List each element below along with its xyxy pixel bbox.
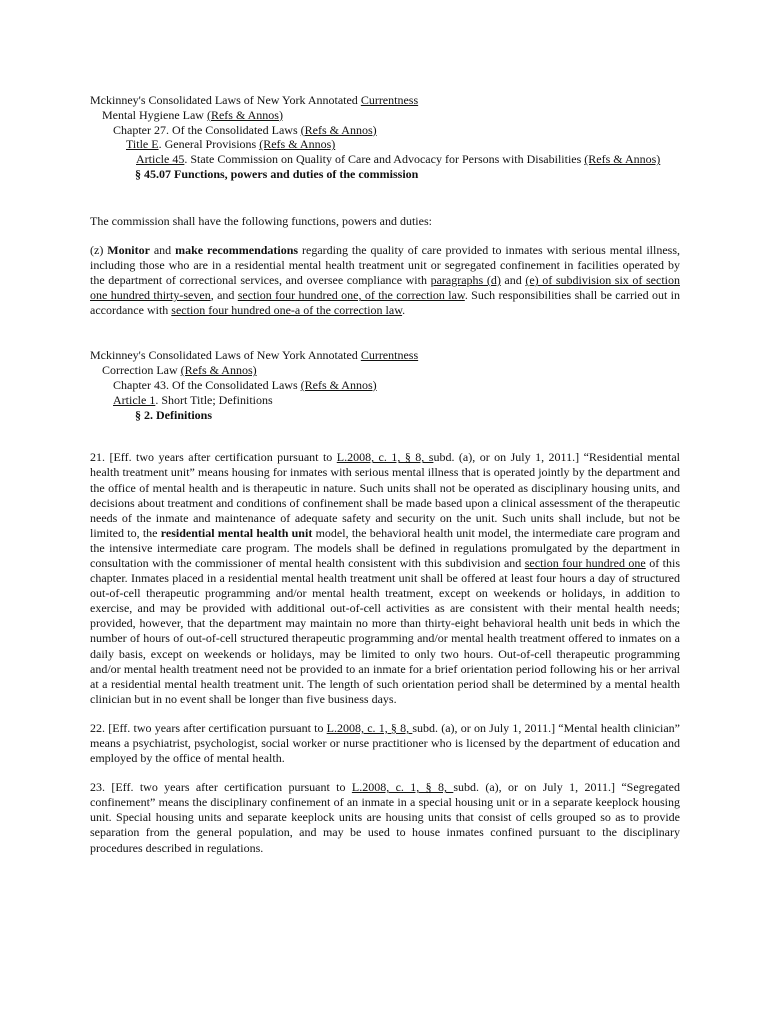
definition-text: ubd. (a), or on July 1, 2011.] “Residential mental health treatment unit” means housing for inmates with serious mental illness that is operated jointly by the department and the office of mental health and is therapeutic in nature. Such units shall not be operated as disciplinary housing units, and decisions about treatment and conditions of confinement shall be made based upon a clinical assessment of the therapeutic needs of the inmate and maintenance of adequate safety and security on the unit. Such units shall include, but not be limited to, the [90, 450, 681, 540]
clause-text: and [500, 273, 526, 288]
currentness-link[interactable]: Currentness [360, 93, 419, 107]
section-401-link[interactable]: section four hundred one [524, 555, 646, 570]
clause-text: and [149, 242, 176, 257]
refs-annos-link[interactable]: (Refs & Annos) [259, 137, 336, 152]
definition-text: 21. [Eff. two years after certification pursuant to [90, 450, 337, 465]
title-e-link[interactable]: Title E [126, 137, 159, 152]
article-45-link[interactable]: Article 45 [136, 152, 185, 167]
definition-22 [90, 721, 680, 766]
citation-line-title [126, 137, 680, 152]
refs-annos-link[interactable]: (Refs & Annos) [206, 107, 283, 122]
title-text: . General Provisions [158, 137, 260, 152]
refs-annos-link[interactable]: (Refs & Annos) [584, 152, 661, 167]
section-title: § 2. Definitions [135, 407, 213, 422]
citation-line-law [102, 108, 680, 123]
bold-term: residential mental health unit [160, 525, 313, 540]
definition-23 [90, 780, 680, 855]
clause-text: (z) [90, 242, 108, 257]
definition-text: 22. [Eff. two years after certification pursuant to [90, 720, 327, 735]
document-page [90, 93, 680, 856]
citation-header-correction-law [90, 348, 680, 422]
citation-line-source [90, 93, 680, 108]
definition-text: 23. [Eff. two years after certification pursuant to [90, 780, 352, 795]
law-title: Correction Law [102, 363, 181, 378]
definition-text: model, the behavioral health unit model, the intermediate care program and the intensive intermediate care program. The models shall be defined in regulations promulgated by the department in consultation with the commissioner of mental health consistent with this subdivision and [90, 525, 680, 570]
citation-header-mental-hygiene [90, 93, 680, 182]
intro-paragraph: The commission shall have the following functions, powers and duties: [90, 213, 432, 228]
citation-line-article [113, 393, 680, 408]
article-text: . Short Title; Definitions [155, 392, 273, 407]
refs-annos-link[interactable]: (Refs & Annos) [300, 377, 377, 392]
citation-line-article [136, 152, 680, 167]
chapter-title: Chapter 27. Of the Consolidated Laws [113, 122, 301, 137]
article-1-link[interactable]: Article 1 [113, 392, 156, 407]
paragraphs-d-link[interactable]: paragraphs (d) [430, 273, 501, 288]
definition-text: of this chapter. Inmates placed in a residential mental health treatment unit shall be offered at least four hours a day of structured out-of-cell therapeutic programming and/or mental health treatment, except on weekends or holidays, in addition to exercise, and may be provided with additional out-of-cell activities as are consistent with their mental health needs; provided, however, that the department may maintain no more than thirty-eight behavioral health unit beds in which the number of hours of out-of-cell structured therapeutic programming and/or mental health treatment offered to inmates on a daily basis, except on weekends or holidays, may be limited to only two hours. Out-of-cell therapeutic programming and/or mental health treatment need not be provided to an inmate for a brief orientation period following his or her arrival at a residential mental health treatment unit. The length of such orientation period shall be determined by a mental health clinician but in no event shall be longer than five business days. [90, 555, 680, 706]
refs-annos-link[interactable]: (Refs & Annos) [300, 122, 377, 137]
law-title: Mental Hygiene Law [102, 107, 207, 122]
statute-link[interactable]: L.2008, c. 1, § 8, [326, 720, 413, 735]
chapter-title: Chapter 43. Of the Consolidated Laws [113, 377, 301, 392]
clause-text: . Such responsibilities shall be carried out in accordance with [90, 288, 681, 318]
citation-line-chapter [113, 123, 680, 138]
source-title: Mckinney's Consolidated Laws of New York Annotated [90, 93, 361, 107]
section-401-link[interactable]: section four hundred one, of the correction law [237, 288, 465, 303]
clause-text: regarding the quality of care provided to inmates with serious mental illness, including those who are in a residential mental health treatment unit or segregated confinement in facilities operated by the department of correctional services, and oversee compliance with [90, 242, 681, 288]
article-text: . State Commission on Quality of Care and Advocacy for Persons with Disabilities [184, 152, 585, 167]
clause-z-paragraph [90, 243, 680, 318]
refs-annos-link[interactable]: (Refs & Annos) [180, 363, 257, 378]
definition-text: subd. (a), or on July 1, 2011.] “Mental health clinician” means a psychiatrist, psychologist, social worker or nurse practitioner who is licensed by the department of education and employed by the office of mental health. [90, 720, 680, 766]
clause-text: . [402, 303, 406, 318]
section-401a-link[interactable]: section four hundred one-a of the correction law [171, 303, 403, 318]
bold-term: Monitor [107, 242, 150, 257]
citation-line-chapter [113, 378, 680, 393]
subdivision-six-link[interactable]: (e) of subdivision six of section one hundred thirty-seven [90, 273, 680, 303]
section-title: § 45.07 Functions, powers and duties of the commission [135, 166, 419, 181]
definition-21 [90, 450, 680, 707]
source-title: Mckinney's Consolidated Laws of New York Annotated [90, 348, 361, 363]
citation-line-law [102, 363, 680, 378]
citation-line-source [90, 348, 680, 363]
bold-term: make recommendations [175, 242, 299, 257]
statute-link[interactable]: L.2008, c. 1, § 8, s [336, 450, 434, 465]
definition-text: subd. (a), or on July 1, 2011.] “Segregated confinement” means the disciplinary confinement of an inmate in a special housing unit or in a separate keeplock housing unit. Special housing units and separate keeplock units are housing units that consist of cells grouped so as to provide separation from the general population, and may be used to house inmates confined pursuant to the disciplinary procedures described in regulations. [90, 780, 680, 855]
clause-text: , and [210, 288, 238, 303]
currentness-link[interactable]: Currentness [360, 348, 419, 363]
statute-link[interactable]: L.2008, c. 1, § 8, [351, 780, 454, 795]
